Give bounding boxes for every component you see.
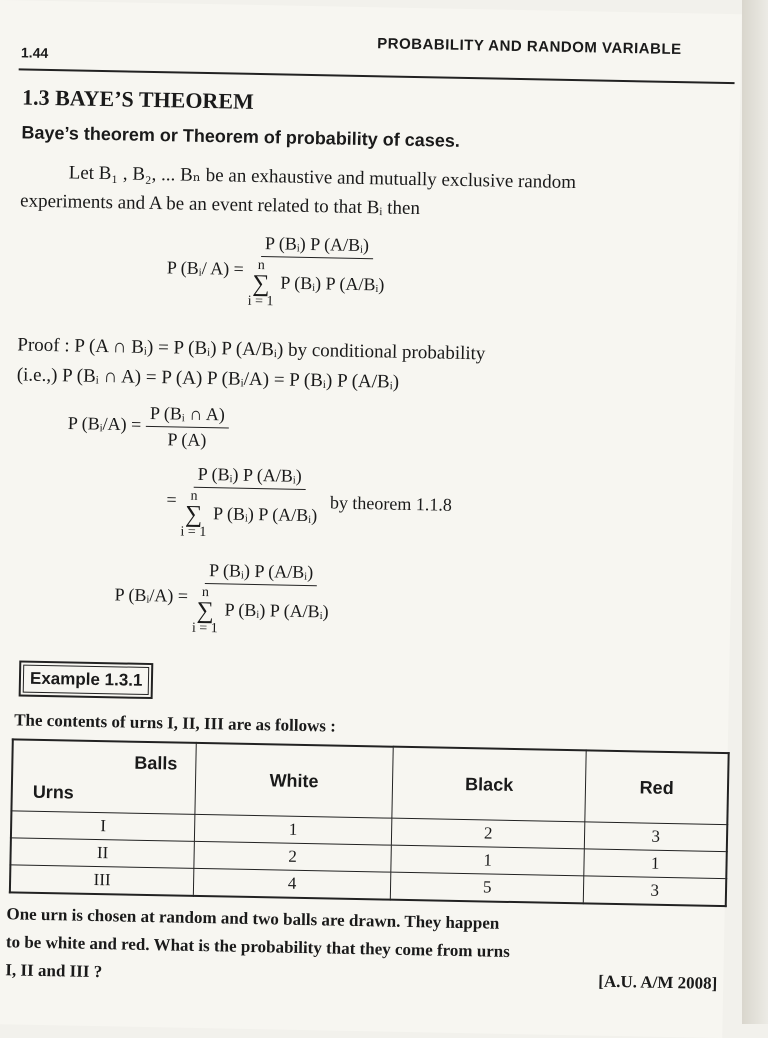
proof-line-1: Proof : P (A ∩ Bᵢ) = P (Bᵢ) P (A/Bᵢ) by conditional probability: [17, 334, 486, 365]
step3-fraction: [192, 560, 330, 639]
urn-label: II: [10, 838, 194, 869]
sum-lower: i = 1: [191, 620, 218, 637]
question-line-3: I, II and III ?: [5, 960, 103, 982]
sum-upper: n: [201, 584, 210, 601]
cell-white: 2: [194, 841, 391, 872]
question-line-2: to be white and red. What is the probability that they come from urns: [5, 932, 511, 961]
section-title: 1.3 BAYE’S THEOREM: [21, 84, 255, 114]
bayes-formula: [166, 231, 385, 311]
sum-upper: n: [257, 257, 265, 274]
statement-line-2: experiments and A be an event related to that Bᵢ then: [19, 190, 421, 220]
urn-label: I: [11, 811, 195, 842]
step3-numerator: P (Bᵢ) P (A/Bᵢ): [205, 560, 318, 586]
header-rule: [19, 68, 735, 84]
step3-denominator: P (Bᵢ) P (A/Bᵢ): [224, 599, 329, 622]
header-urns: Urns: [32, 781, 75, 803]
proof-step-1: [67, 401, 229, 451]
step2-denominator-row: [180, 488, 317, 543]
step1-lhs: P (Bᵢ/A) =: [67, 413, 142, 435]
cell-red: 1: [584, 849, 727, 879]
step1-numerator: P (Bᵢ ∩ A): [146, 403, 229, 429]
statement-line-1: Let B₁ , B₂, ... Bₙ be an exhaustive and mutually exclusive random: [68, 162, 577, 194]
sum-lower: i = 1: [247, 293, 274, 310]
header-black: Black: [392, 747, 587, 822]
formula-fraction: [248, 233, 386, 312]
header-red: Red: [585, 750, 728, 824]
example-intro: The contents of urns I, II, III are as follows :: [13, 710, 337, 736]
step1-fraction: [145, 403, 229, 452]
cell-white: 1: [194, 814, 391, 845]
table-corner-header: [11, 739, 196, 814]
step2-denominator: P (Bᵢ) P (A/Bᵢ): [212, 503, 318, 526]
sigma-icon: n ∑ i = 1: [247, 257, 274, 310]
proof-line-2: (i.e.,) P (Bᵢ ∩ A) = P (A) P (Bᵢ/A) = P (Bᵢ) P (A/Bᵢ): [16, 364, 400, 393]
urn-label: III: [10, 865, 194, 896]
question-line-1: One urn is chosen at random and two balls are drawn. They happen: [6, 904, 500, 933]
header-balls: Balls: [134, 752, 178, 774]
sigma-icon: n ∑ i = 1: [180, 488, 207, 541]
table-header-row: [11, 739, 728, 824]
book-gutter: [742, 0, 768, 1024]
running-head: PROBABILITY AND RANDOM VARIABLE: [377, 35, 682, 59]
cell-black: 5: [390, 872, 584, 903]
source-citation: [A.U. A/M 2008]: [598, 971, 718, 993]
example-label: Example 1.3.1: [23, 665, 150, 695]
cell-red: 3: [584, 876, 727, 906]
section-subtitle: Baye’s theorem or Theorem of probability of cases.: [21, 122, 461, 151]
formula-denominator-row: [248, 257, 385, 312]
formula-denominator: P (Bᵢ) P (A/Bᵢ): [280, 272, 385, 295]
formula-numerator: P (Bᵢ) P (A/Bᵢ): [261, 233, 374, 259]
sum-lower: i = 1: [180, 524, 207, 541]
example-question: [5, 900, 718, 998]
step3-lhs: P (Bᵢ/A) =: [114, 584, 189, 606]
sum-upper: n: [190, 488, 198, 504]
proof-step-3: [114, 558, 330, 638]
step3-denominator-row: [192, 584, 329, 639]
urns-table: [9, 738, 730, 907]
page-number: 1.44: [20, 44, 49, 61]
formula-lhs: P (Bᵢ/ A) =: [166, 257, 245, 279]
example-label-box: [19, 660, 154, 699]
step1-denominator: P (A): [167, 429, 207, 451]
cell-black: 1: [391, 845, 585, 876]
step2-note: by theorem 1.1.8: [329, 492, 453, 515]
step2-fraction: [180, 464, 318, 543]
sigma-icon: n ∑ i = 1: [191, 584, 218, 637]
cell-black: 2: [391, 818, 585, 849]
header-white: White: [195, 743, 393, 818]
step2-equals: =: [166, 489, 177, 510]
cell-white: 4: [193, 868, 390, 899]
cell-red: 3: [585, 822, 728, 852]
step2-numerator: P (Bᵢ) P (A/Bᵢ): [193, 464, 306, 490]
proof-step-2: [166, 463, 453, 544]
